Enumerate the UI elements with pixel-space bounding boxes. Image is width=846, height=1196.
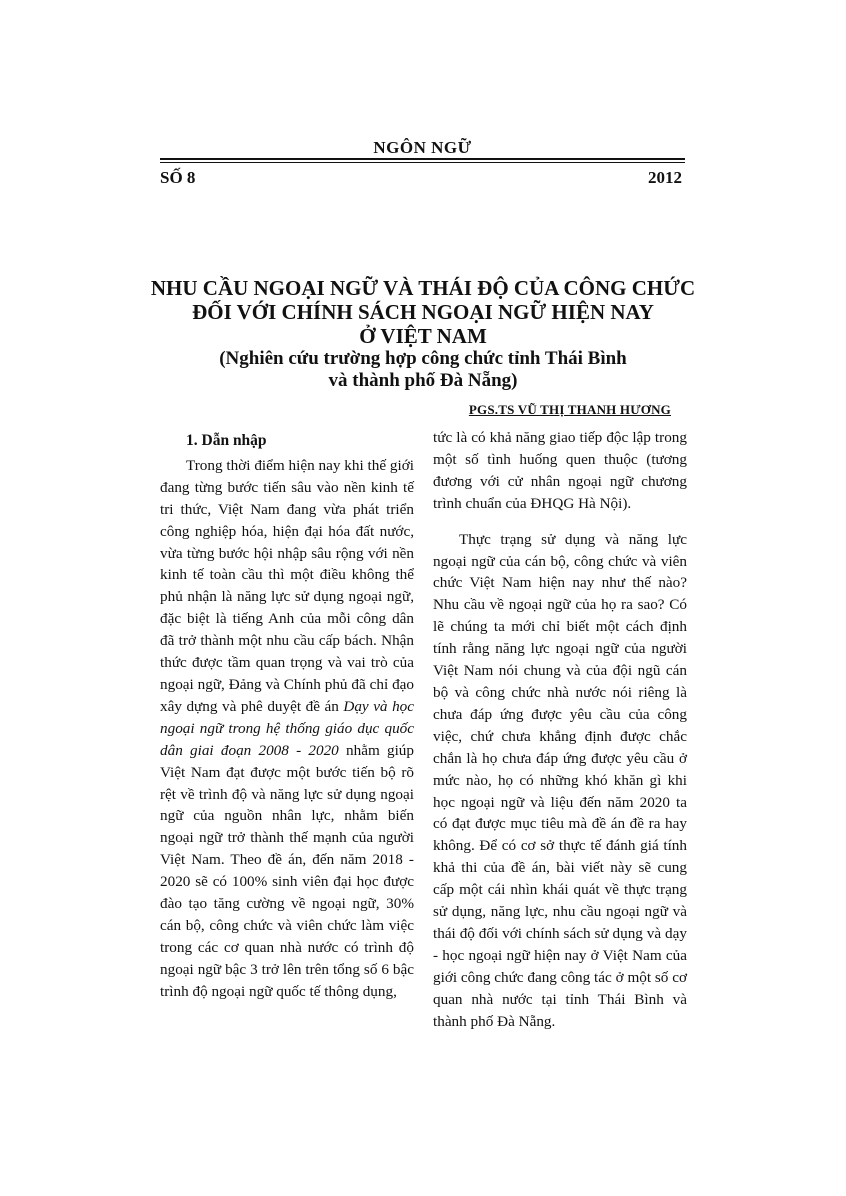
journal-name: NGÔN NGỮ (373, 138, 472, 157)
header-rule-thick (160, 158, 685, 160)
left-column (160, 430, 414, 1003)
body-paragraph (160, 455, 414, 1003)
title-line: NHU CẦU NGOẠI NGỮ VÀ THÁI ĐỘ CỦA CÔNG CHỨC (150, 276, 696, 300)
article-subtitle (150, 348, 696, 392)
body-paragraph: Thực trạng sử dụng và năng lực ngoại ngữ của cán bộ, công chức và viên chức Việt Nam hiện nay như thế nào? Nhu cầu về ngoại ngữ của họ ra sao? Có lẽ chúng ta mới chỉ biết một cách định tính rằng năng lực ngoại ngữ của người Việt Nam nói chung và của đội ngũ cán bộ và công chức nhà nước nói riêng là chưa đáp ứng được yêu cầu của công việc, chứ chưa khẳng định được chắc chắn là họ chưa đáp ứng được yêu cầu ở mức nào, họ có những khó khăn gì khi học ngoại ngữ và liệu đến năm 2020 ta có đạt được mục tiêu mà đề án đề ra hay không. Để có cơ sở thực tế đánh giá tính khả thi của đề án, bài viết này sẽ cung cấp một cái nhìn khái quát về thực trạng sử dụng, năng lực, nhu cầu ngoại ngữ và thái độ đối với chính sách sử dụng và dạy - học ngoại ngữ hiện nay ở Việt Nam của giới công chức đang công tác ở một số cơ quan nhà nước tại tỉnh Thái Bình và thành phố Đà Nẵng. (433, 530, 687, 1030)
project-name-italic: Dạy và học ngoại ngữ trong hệ thống giáo dục quốc dân giai đoạn 2008 - 2020 (160, 697, 414, 759)
subtitle-line: và thành phố Đà Nẵng) (328, 370, 518, 391)
subtitle-line: (Nghiên cứu trường hợp công chức tỉnh Thái Bình (219, 348, 627, 369)
issue-number: SỐ 8 (160, 168, 196, 187)
paragraph-text: nhằm giúp Việt Nam đạt được một bước tiến bộ rõ rệt về trình độ và năng lực sử dụng ngoại ngữ của nguồn nhân lực, nhằm biến ngoại ngữ trở thành thế mạnh của người Việt Nam. Theo đề án, đến năm 2018 - 2020 sẽ có 100% sinh viên đại học được đào tạo tăng cường về ngoại ngữ, 30% cán bộ, công chức và viên chức làm việc trong các cơ quan nhà nước có trình độ ngoại ngữ bậc 3 trở lên trên tổng số 6 bậc trình độ ngoại ngữ quốc tế thông dụng, (160, 741, 414, 1000)
right-column (433, 427, 687, 1032)
paragraph-text: Trong thời điểm hiện nay khi thế giới đang từng bước tiến sâu vào nền kinh tế tri thức, Việt Nam đang vừa phát triển công nghiệp hóa, hiện đại hóa đất nước, vừa từng bước hội nhập sâu rộng với nền kinh tế toàn cầu thì một điều không thể phủ nhận là năng lực sử dụng ngoại ngữ, đặc biệt là tiếng Anh của mỗi công dân đã trở thành một nhu cầu cấp bách. Nhận thức được tầm quan trọng và vai trò của ngoại ngữ, Đảng và Chính phủ đã chỉ đạo xây dựng và phê duyệt đề án (160, 456, 414, 715)
article-title (150, 276, 696, 348)
body-paragraph: tức là có khả năng giao tiếp độc lập trong một số tình huống quen thuộc (tương đương với cử nhân ngoại ngữ chương trình chuẩn của ĐHQG Hà Nội). (433, 429, 687, 512)
article-author: PGS.TS VŨ THỊ THANH HƯƠNG (468, 402, 671, 417)
header-rule-thin (160, 162, 685, 163)
article-title-block (150, 276, 696, 392)
issue-row (160, 168, 682, 188)
section-heading: 1. Dẫn nhập (186, 432, 267, 449)
title-line: Ở VIỆT NAM (359, 324, 487, 348)
title-line: ĐỐI VỚI CHÍNH SÁCH NGOẠI NGỮ HIỆN NAY (192, 300, 654, 324)
issue-year: 2012 (648, 168, 682, 187)
